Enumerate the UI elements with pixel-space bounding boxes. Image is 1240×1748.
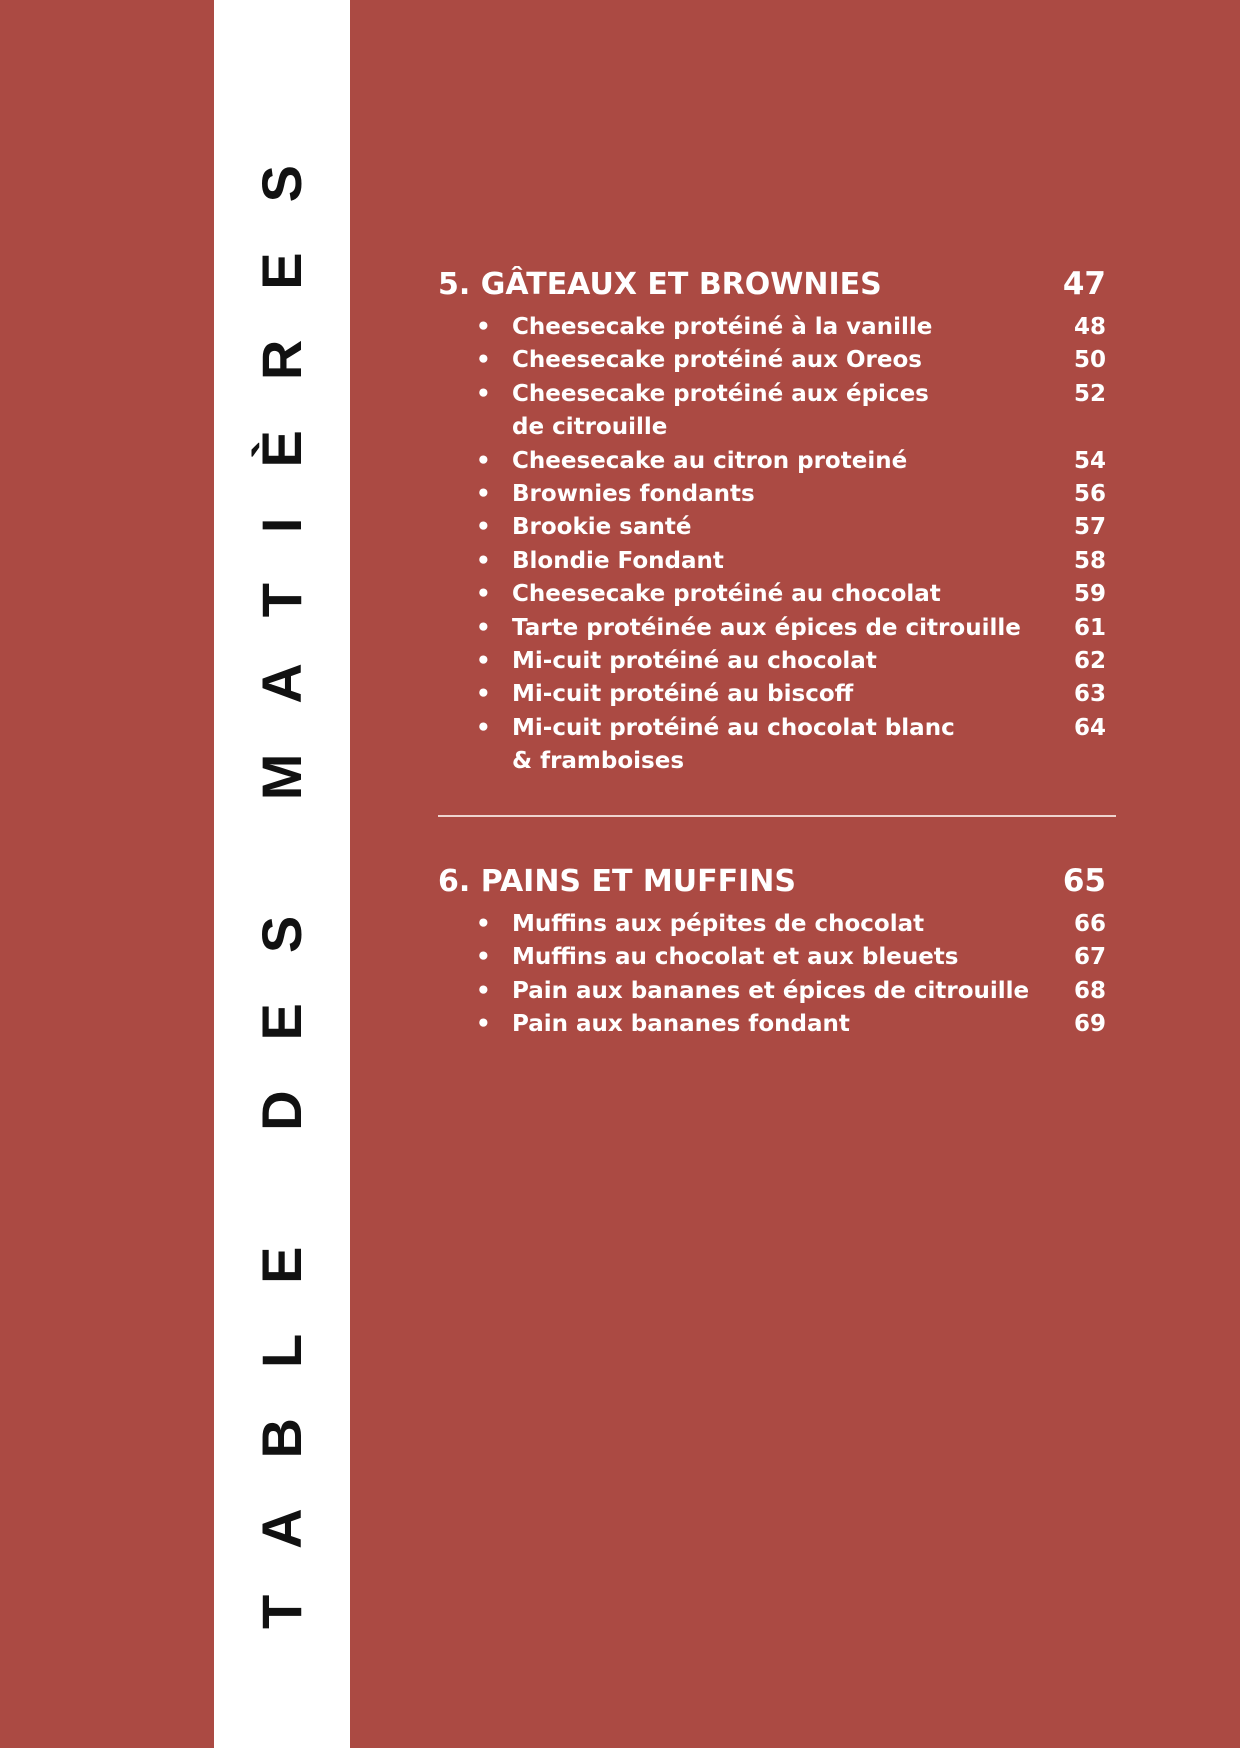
- toc-entry[interactable]: [438, 378, 1106, 445]
- bullet-icon: •: [476, 481, 491, 508]
- bullet-icon: •: [476, 314, 491, 340]
- entry-page-number: 52: [1073, 380, 1106, 407]
- toc-entry[interactable]: [438, 478, 1106, 511]
- toc-entry[interactable]: [438, 712, 1106, 779]
- section-heading: [438, 855, 1106, 908]
- entry-page-number: 61: [1073, 614, 1106, 641]
- toc-entry[interactable]: [438, 445, 1106, 478]
- entry-label: Tarte protéinée aux épices de citrouille: [512, 614, 1021, 641]
- bullet-icon: •: [476, 648, 491, 675]
- entry-page-number: 67: [1073, 944, 1106, 971]
- entry-page-number: 62: [1073, 648, 1106, 675]
- toc-entry[interactable]: [438, 612, 1106, 645]
- entry-label: Mi-cuit protéiné au chocolat blanc & framboises: [512, 714, 955, 775]
- entry-label: Cheesecake protéiné au chocolat: [512, 581, 941, 608]
- entry-page-number: 68: [1073, 977, 1106, 1004]
- entry-label: Cheesecake protéiné aux épices de citrouille: [512, 380, 929, 441]
- section-divider: [438, 815, 1116, 817]
- toc-entry[interactable]: [438, 941, 1106, 974]
- entry-page-number: 58: [1073, 547, 1106, 574]
- entry-label: Cheesecake protéiné à la vanille: [512, 314, 933, 340]
- section-title: 6. PAINS ET MUFFINS: [438, 863, 796, 899]
- bullet-icon: •: [476, 581, 491, 608]
- bullet-icon: •: [476, 514, 491, 541]
- entry-label: Pain aux bananes et épices de citrouille: [512, 977, 1030, 1004]
- entry-page-number: 50: [1073, 347, 1106, 374]
- bullet-icon: •: [476, 380, 491, 407]
- section-page-number: 47: [1062, 266, 1106, 302]
- section-entries: [438, 908, 1106, 1042]
- toc-entry[interactable]: [438, 975, 1106, 1008]
- section-entries: [438, 311, 1106, 779]
- bullet-icon: •: [476, 681, 491, 708]
- toc-entry[interactable]: [438, 645, 1106, 678]
- toc-entry[interactable]: [438, 678, 1106, 711]
- entry-label: Brownies fondants: [512, 481, 755, 508]
- toc-entry[interactable]: [438, 511, 1106, 544]
- entry-label: Pain aux bananes fondant: [512, 1010, 850, 1037]
- bullet-icon: •: [476, 944, 491, 971]
- entry-page-number: 48: [1073, 314, 1106, 340]
- page-title: TABLE DES MATIÈRES: [250, 115, 313, 1629]
- toc-entry[interactable]: [438, 578, 1106, 611]
- bullet-icon: •: [476, 347, 491, 374]
- entry-page-number: 57: [1073, 514, 1106, 541]
- toc-entry[interactable]: [438, 545, 1106, 578]
- section-heading: [438, 258, 1106, 311]
- entry-page-number: 66: [1073, 910, 1106, 937]
- bullet-icon: •: [476, 714, 491, 741]
- entry-label: Mi-cuit protéiné au chocolat: [512, 648, 877, 675]
- entry-page-number: 63: [1073, 681, 1106, 708]
- toc-entry[interactable]: [438, 344, 1106, 377]
- entry-page-number: 56: [1073, 481, 1106, 508]
- entry-label: Cheesecake protéiné aux Oreos: [512, 347, 922, 374]
- toc-entry[interactable]: [438, 908, 1106, 941]
- entry-label: Blondie Fondant: [512, 547, 724, 574]
- toc-section-gateaux: [438, 258, 1106, 779]
- entry-label: Mi-cuit protéiné au biscoff: [512, 681, 854, 708]
- bullet-icon: •: [476, 1010, 491, 1037]
- entry-page-number: 54: [1073, 447, 1106, 474]
- entry-page-number: 59: [1073, 581, 1106, 608]
- toc-section-pains: [438, 855, 1106, 1042]
- table-of-contents: [438, 258, 1106, 1041]
- entry-page-number: 69: [1073, 1010, 1106, 1037]
- entry-label: Cheesecake au citron proteiné: [512, 447, 908, 474]
- bullet-icon: •: [476, 910, 491, 937]
- section-title: 5. GÂTEAUX ET BROWNIES: [438, 267, 882, 302]
- toc-entry[interactable]: [438, 1008, 1106, 1041]
- bullet-icon: •: [476, 977, 491, 1004]
- entry-label: Muffins aux pépites de chocolat: [512, 910, 925, 937]
- entry-label: Brookie santé: [512, 514, 692, 541]
- section-page-number: 65: [1062, 862, 1106, 899]
- bullet-icon: •: [476, 614, 491, 641]
- toc-entry[interactable]: [438, 311, 1106, 344]
- entry-label: Muffins au chocolat et aux bleuets: [512, 944, 959, 971]
- entry-page-number: 64: [1073, 714, 1106, 741]
- bullet-icon: •: [476, 447, 491, 474]
- bullet-icon: •: [476, 547, 491, 574]
